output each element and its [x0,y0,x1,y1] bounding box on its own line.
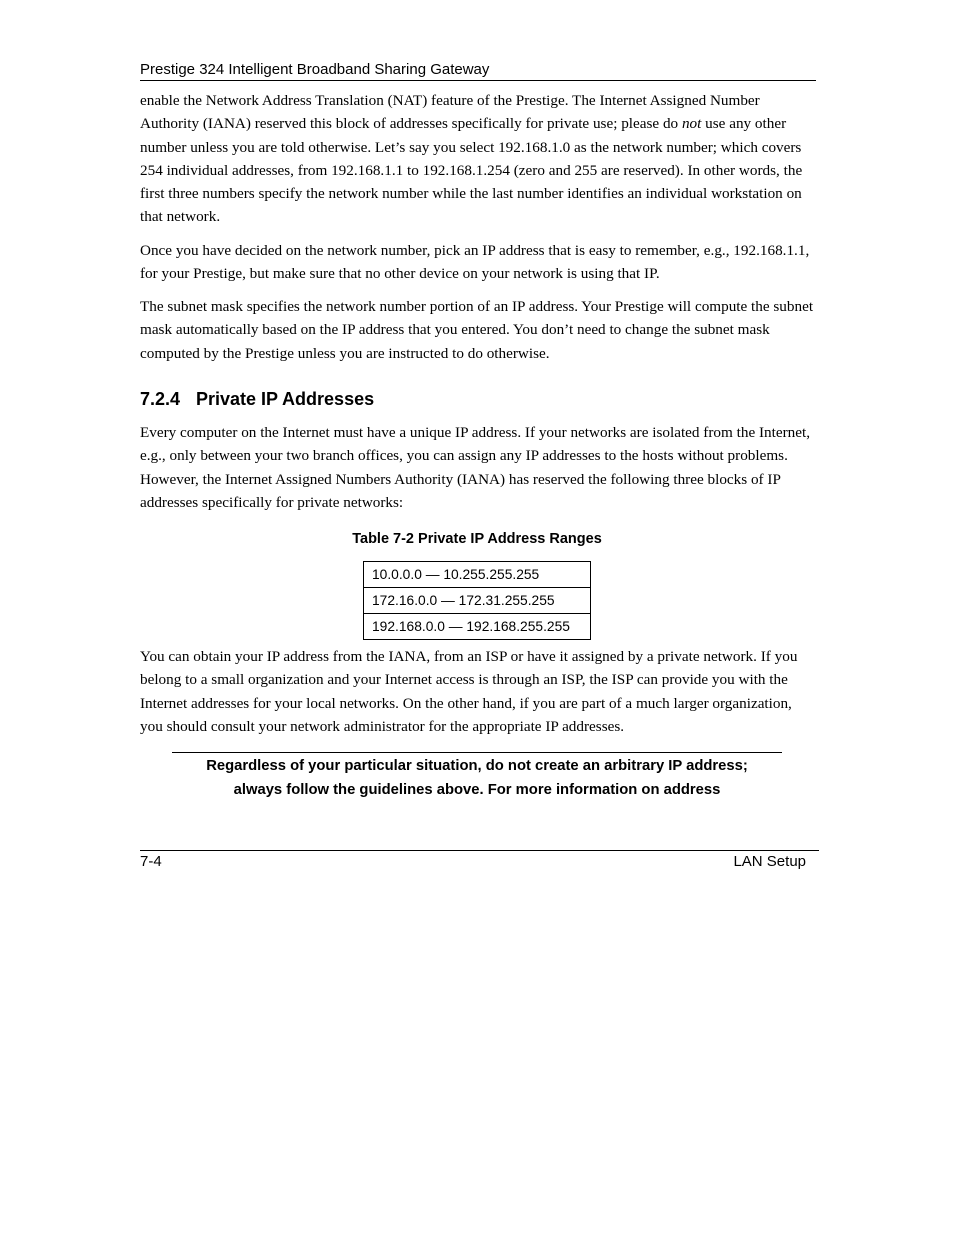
paragraph-pick-ip: Once you have decided on the network number, pick an IP address that is easy to remember, e.g., 192.168.1.1, for your Prestige, but make sure that no other device on your network is using that IP. [140,242,810,283]
table-cell: 172.16.0.0 — 172.31.255.255 [364,588,591,614]
page-number: 7-4 [140,853,162,870]
section-title: Private IP Addresses [196,389,375,409]
table-caption: Table 7-2 Private IP Address Ranges [352,531,602,547]
note-line-1: Regardless of your particular situation, do not create an arbitrary IP address; [206,758,748,774]
table-cell: 192.168.0.0 — 192.168.255.255 [364,614,591,640]
header-rule [140,80,816,81]
section-number: 7.2.4 [140,389,181,409]
emphasis-not: not [681,115,702,133]
note-box [140,754,814,802]
table-row [364,562,591,588]
note-line-2: always follow the guidelines above. For more information on address [233,782,721,798]
paragraph-obtain-ip: You can obtain your IP address from the IANA, from an ISP or have it assigned by a private network. If you belong to a small organization and your Internet access is through an ISP, the ISP can provide you with the Internet addresses for your local networks. On the other hand, if you are part of a much larger organization, you should consult your network administrator for the appropriate IP addresses. [140,648,798,735]
table-cell: 10.0.0.0 — 10.255.255.255 [364,562,591,588]
table-row [364,588,591,614]
section-heading [140,388,374,411]
table-row [364,614,591,640]
paragraph-nat-text-2: use any other number unless you are told otherwise. Let’s say you select 192.168.1.0 as the network number; which covers 254 individual addresses, from 192.168.1.1 to 192.168.1.254 (zero and 255 are reserved). In other words, the first three numbers specify the network number while the last number identifies an individual workstation on that network. [140,115,803,226]
paragraph-nat-block [140,89,816,229]
paragraph-subnet-mask: The subnet mask specifies the network number portion of an IP address. Your Prestige will compute the subnet mask automatically based on the IP address that you entered. You don’t need to change the subnet mask computed by the Prestige unless you are instructed to do otherwise. [140,298,814,362]
paragraph-nat-text-1: enable the Network Address Translation (NAT) feature of the Prestige. The Internet Assigned Number Authority (IANA) reserved this block of addresses specifically for private use; please do [140,92,760,133]
private-ip-table [363,561,591,640]
note-rule [172,752,782,753]
running-header: Prestige 324 Intelligent Broadband Sharing Gateway [140,61,490,78]
paragraph-unique-ip: Every computer on the Internet must have a unique IP address. If your networks are isolated from the Internet, e.g., only between your two branch offices, you can assign any IP addresses to the hosts without problems. However, the Internet Assigned Numbers Authority (IANA) has reserved the following three blocks of IP addresses specifically for private networks: [140,424,810,511]
footer-rule [140,850,819,851]
chapter-name: LAN Setup [733,853,806,870]
